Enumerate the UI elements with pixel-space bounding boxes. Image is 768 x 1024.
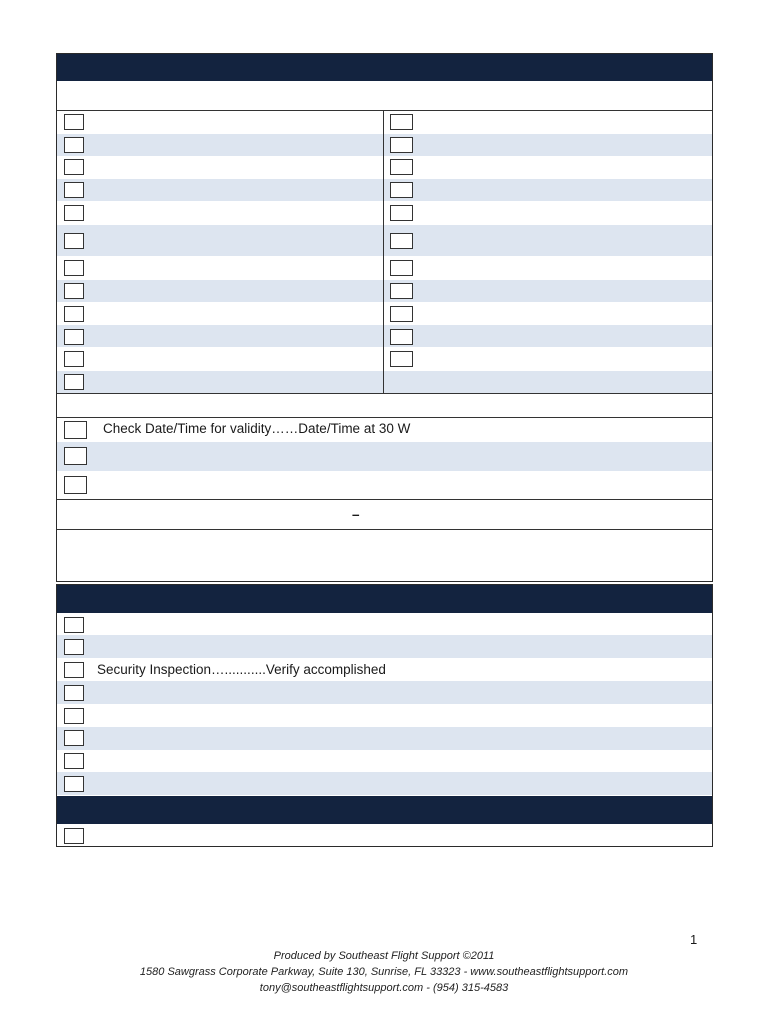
security-inspection-label: Security Inspection…...........Verify accomplished [97, 662, 386, 677]
divider [57, 393, 712, 394]
dash-mark: – [352, 507, 360, 522]
checkbox[interactable] [390, 159, 413, 175]
divider [57, 499, 712, 500]
divider [57, 110, 712, 111]
checkbox[interactable] [64, 685, 84, 701]
checkbox[interactable] [64, 182, 84, 198]
checkbox[interactable] [64, 351, 84, 367]
checkbox[interactable] [64, 639, 84, 655]
checkbox[interactable] [390, 306, 413, 322]
checkbox[interactable] [64, 730, 84, 746]
grid-row-stripe [57, 635, 712, 658]
section-a-header-bar [57, 54, 712, 81]
checkbox[interactable] [64, 476, 87, 494]
checkbox[interactable] [64, 306, 84, 322]
checkbox[interactable] [64, 374, 84, 390]
grid-row-stripe [57, 134, 712, 156]
checkbox[interactable] [64, 205, 84, 221]
footer-line-3: tony@southeastflightsupport.com - (954) 315-4583 [259, 982, 509, 994]
checkbox[interactable] [390, 233, 413, 249]
checkbox[interactable] [390, 329, 413, 345]
check-datetime-label: Check Date/Time for validity……Date/Time at 30 W [103, 421, 411, 436]
footer-line-1: Produced by Southeast Flight Support ©2011 [273, 950, 495, 962]
section-c-header-bar [57, 796, 712, 824]
checkbox[interactable] [390, 114, 413, 130]
grid-row-stripe [57, 371, 712, 393]
grid-row-stripe [57, 280, 712, 302]
checkbox[interactable] [64, 260, 84, 276]
footer-line-2: 1580 Sawgrass Corporate Parkway, Suite 130, Sunrise, FL 33323 - www.southeastflightsupport.com [139, 966, 629, 978]
checkbox[interactable] [64, 329, 84, 345]
checkbox[interactable] [64, 776, 84, 792]
checkbox[interactable] [64, 708, 84, 724]
checkbox[interactable] [64, 617, 84, 633]
page-number: 1 [690, 932, 698, 947]
checkbox[interactable] [390, 283, 413, 299]
checkbox[interactable] [390, 260, 413, 276]
divider [57, 417, 712, 418]
checkbox[interactable] [64, 137, 84, 153]
checkbox[interactable] [390, 137, 413, 153]
checkbox[interactable] [64, 447, 87, 465]
grid-row-stripe [57, 225, 712, 256]
grid-row-stripe [57, 442, 712, 471]
checkbox[interactable] [390, 182, 413, 198]
checklist-section-b [56, 584, 713, 847]
checkbox[interactable] [64, 662, 84, 678]
checkbox[interactable] [64, 828, 84, 844]
checkbox[interactable] [64, 421, 87, 439]
grid-row-stripe [57, 772, 712, 795]
checkbox[interactable] [64, 159, 84, 175]
checkbox[interactable] [390, 205, 413, 221]
grid-row-stripe [57, 727, 712, 750]
divider [57, 529, 712, 530]
column-divider [383, 110, 384, 393]
section-b-header-bar [57, 585, 712, 613]
checkbox[interactable] [64, 233, 84, 249]
checkbox[interactable] [64, 753, 84, 769]
grid-row-stripe [57, 179, 712, 201]
checkbox[interactable] [64, 114, 84, 130]
grid-row-stripe [57, 325, 712, 347]
checklist-section-a [56, 53, 713, 582]
grid-row-stripe [57, 681, 712, 704]
checkbox[interactable] [390, 351, 413, 367]
checkbox[interactable] [64, 283, 84, 299]
